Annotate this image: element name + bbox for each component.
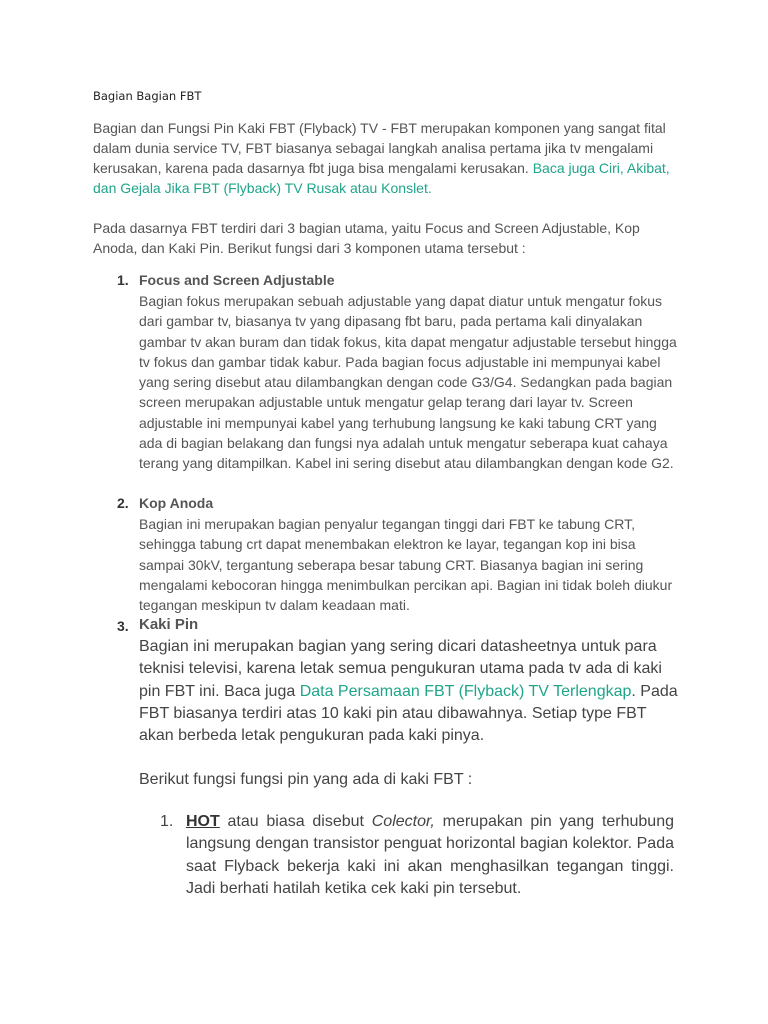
sub-number: 1.: [160, 813, 174, 830]
sub-text: merupakan pin yang terhubung langsung dengan transistor penguat horizontal bagian kolektor. Pada saat Flyback bekerja kaki ini akan menghasilkan tegangan tinggi. Jadi berhati hatilah ketika cek kaki pin tersebut.: [186, 813, 674, 897]
intro-link[interactable]: Baca juga Ciri, Akibat, dan Gejala Jika FBT (Flyback) TV Rusak atau Konslet.: [93, 160, 670, 196]
sub-intro: Berikut fungsi fungsi pin yang ada di kaki FBT :: [139, 771, 473, 788]
list-heading: Focus and Screen Adjustable: [139, 272, 335, 288]
hot-label: HOT: [186, 813, 220, 830]
body-text: Bagian ini merupakan bagian yang sering dicari datasheetnya untuk para teknisi televisi, karena letak semua pengukuran utama pada tv ada di kaki pin FBT ini. Baca juga: [139, 638, 662, 700]
sub-item-text: [186, 811, 674, 900]
summary-paragraph: Pada dasarnya FBT terdiri dari 3 bagian utama, yaitu Focus and Screen Adjustable, Kop Anoda, dan Kaki Pin. Berikut fungsi dari 3 komponen utama tersebut :: [93, 220, 640, 256]
list-number: 1.: [117, 272, 129, 288]
list-number: 3.: [117, 618, 129, 634]
italic-term: Colector,: [371, 813, 435, 830]
intro-paragraph: [93, 118, 683, 198]
body-link[interactable]: Data Persamaan FBT (Flyback) TV Terlengkap: [299, 682, 632, 700]
list-body: [139, 636, 679, 747]
list-number: 2.: [117, 495, 129, 511]
intro-text: Bagian dan Fungsi Pin Kaki FBT (Flyback) TV - FBT merupakan komponen yang sangat fital dalam dunia service TV, FBT biasanya sebagai langkah analisa pertama jika tv mengalami kerusakan, karena pada dasarnya fbt juga bisa mengalami kerusakan.: [93, 120, 666, 176]
sub-text: atau biasa disebut: [219, 813, 372, 830]
list-body: Bagian ini merupakan bagian penyalur tegangan tinggi dari FBT ke tabung CRT, sehingga tabung crt dapat menembakan elektron ke layar, tegangan kop ini bisa sampai 30kV, tergantung seberapa besar tabung CRT. Biasanya bagian ini sering mengalami kebocoran hingga menimbulkan percikan api. Bagian ini tidak boleh diukur tegangan meskipun tv dalam keadaan mati.: [139, 516, 673, 614]
list-body: Bagian fokus merupakan sebuah adjustable yang dapat diatur untuk mengatur fokus dari gambar tv, biasanya tv yang dipasang fbt baru, pada pertama kali dinyalakan gambar tv akan buram dan tidak fokus, kita dapat mengatur adjustable tersebut hingga tv fokus dan gambar tidak kabur. Pada bagian focus adjustable ini mempunyai kabel yang sering disebut atau dilambangkan dengan code G3/G4. Sedangkan pada bagian screen merupakan adjustable untuk mengatur gelap terang dari layar tv. Screen adjustable ini mempunyai kabel yang terhubung langsung ke kaki tabung CRT yang ada di bagian belakang dan fungsi nya adalah untuk mengatur seberapa kuat cahaya terang yang ditampilkan. Kabel ini sering disebut atau dilambangkan dengan kode G2.: [139, 293, 677, 472]
body-text: . Pada FBT biasanya terdiri atas 10 kaki pin atau dibawahnya. Setiap type FBT akan berbeda letak pengukuran pada kaki pinya.: [139, 682, 678, 745]
doc-title: Bagian Bagian FBT: [93, 89, 202, 103]
list-heading: Kaki Pin: [139, 616, 199, 633]
list-heading: Kop Anoda: [139, 495, 214, 511]
